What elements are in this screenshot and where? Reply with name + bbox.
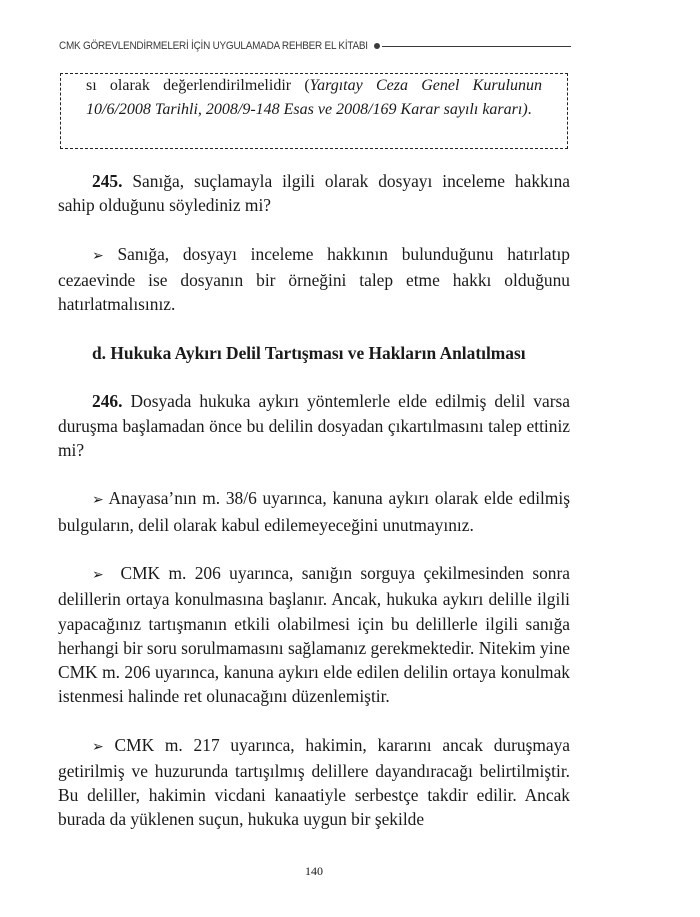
quote-citation: Yargıtay Ceza Genel Kurulunun 10/6/2008 Tarihli, 2008/9-148 Esas ve 2008/169 Karar sayılı kararı): [86, 77, 542, 118]
question-246: [58, 389, 570, 462]
answer-245: [58, 242, 570, 317]
answer-246-3: [58, 733, 570, 832]
answer-text: CMK m. 206 uyarınca, sanığın sorguya çekilmesinden sonra delillerin ortaya konulmasına başlanır. Ancak, hukuka aykırı delille ilgili yapacağınız tartışmanın etkili olabilmesi için bu delillerle ilgili sanığa herhangi bir soru sorulmamasını sağlamanız gerekmektedir. Nitekim yine CMK m. 206 uyarınca, kanuna aykırı elde edilen delilin ortaya konulmak istenmesi halinde ret olunacağını düzenlemiştir.: [58, 563, 570, 707]
answer-text: Anayasa’nın m. 38/6 uyarınca, kanuna aykırı olarak elde edilmiş bulguların, delil olarak kabul edilemeyeceğini unutmayınız.: [58, 488, 570, 535]
header-rule: [382, 46, 571, 47]
header-dot-icon: [374, 43, 380, 49]
arrow-bullet-icon: ➢: [92, 247, 104, 264]
answer-text: CMK m. 217 uyarınca, hakimin, kararını ancak duruşmaya getirilmiş ve huzurunda tartışılmış delillere dayandıracağı belirtilmiştir. Bu deliller, hakimin vicdani kanaatiyle serbestçe takdir edilir. Ancak burada da yüklenen suçun, hukuka uygun bir şekilde: [58, 734, 570, 830]
answer-text: Sanığa, dosyayı inceleme hakkının bulunduğunu hatırlatıp cezaevinde ise dosyanın bir örneğini talep etme hakkı olduğunu hatırlatmalısınız.: [58, 243, 570, 315]
quote-end: .: [527, 101, 532, 118]
arrow-bullet-icon: ➢: [92, 567, 104, 584]
question-number: 246.: [92, 391, 123, 412]
section-heading: d. Hukuka Aykırı Delil Tartışması ve Hakların Anlatılması: [92, 342, 526, 363]
question-text: Dosyada hukuka aykırı yöntemlerle elde edilmiş delil varsa duruşma başlamadan önce bu delilin dosyadan çıkartılmasını talep ettiniz mi?: [58, 391, 570, 460]
question-text: Sanığa, suçlamayla ilgili olarak dosyayı inceleme hakkına sahip olduğunu söylediniz mi?: [58, 171, 570, 216]
page-body: [58, 169, 570, 832]
running-header-title: CMK GÖREVLENDİRMELERİ İÇİN UYGULAMADA REHBER EL KİTABI: [59, 40, 368, 52]
quote-text: [86, 74, 542, 122]
answer-246-1: [58, 486, 570, 536]
arrow-bullet-icon: ➢: [92, 492, 104, 509]
question-number: 245.: [92, 171, 123, 191]
quote-lead: sı olarak değerlendirilmelidir (: [86, 77, 310, 94]
page-number: 140: [305, 864, 323, 878]
answer-246-2: [58, 561, 570, 708]
running-header: [59, 38, 571, 54]
arrow-bullet-icon: ➢: [92, 738, 104, 755]
question-245: [58, 169, 570, 217]
